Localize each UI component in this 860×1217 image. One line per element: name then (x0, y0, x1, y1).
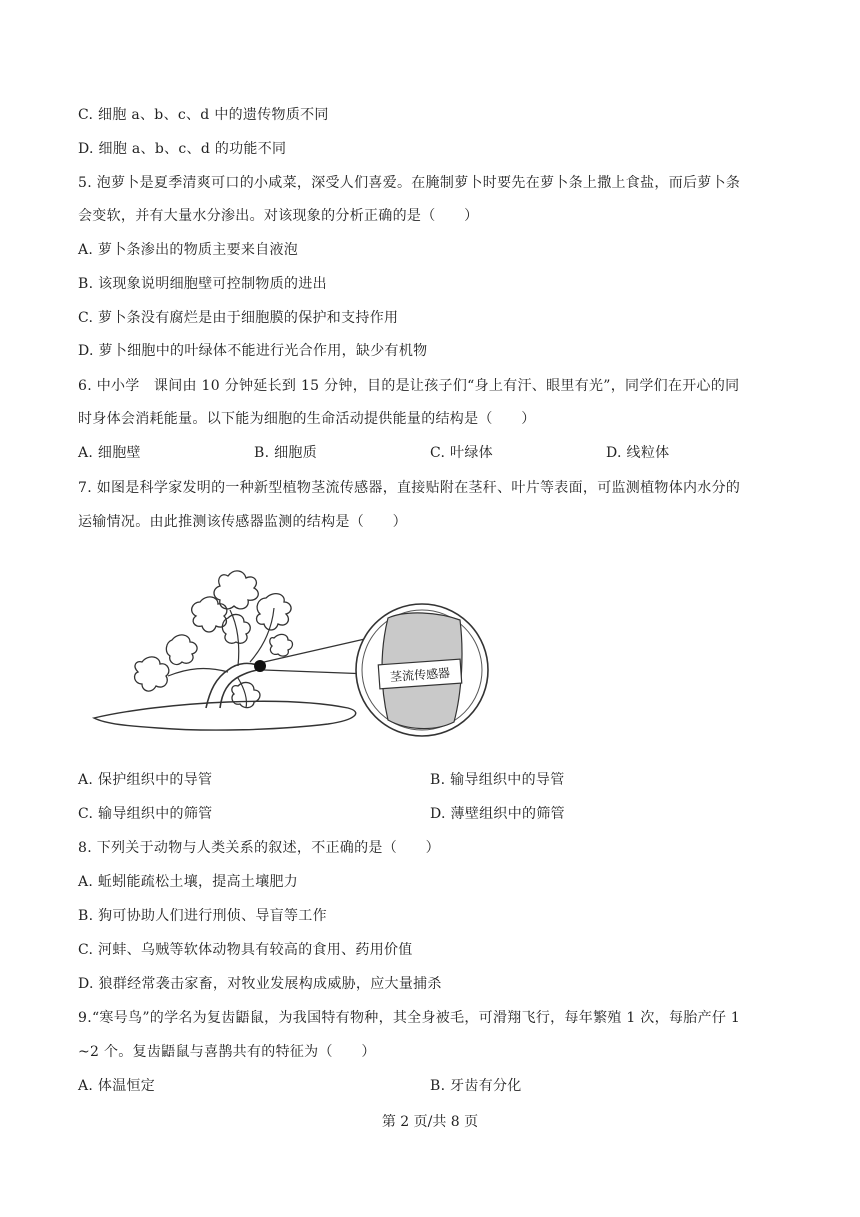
q5-option-a: A. 萝卜条渗出的物质主要来自液泡 (78, 242, 299, 258)
q8-option-d: D. 狼群经常袭击家畜，对牧业发展构成威胁，应大量捕杀 (78, 976, 442, 992)
q5-option-b: B. 该现象说明细胞壁可控制物质的进出 (78, 276, 327, 292)
plant-sensor-figure (88, 562, 508, 742)
q6-stem-line1: 6. 中小学 课间由 10 分钟延长到 15 分钟，目的是让孩子们“身上有汗、眼里有光”，同学们在开心的同 (78, 378, 740, 394)
plant-branch-right (250, 608, 274, 662)
q7-option-d: D. 薄壁组织中的筛管 (430, 806, 565, 822)
connector-line-bottom (264, 670, 370, 674)
leaf-left-lower (135, 657, 169, 691)
q6-stem-line2: 时身体会消耗能量。以下能为细胞的生命活动提供能量的结构是（ ） (78, 411, 536, 427)
q6-option-d: D. 线粒体 (606, 445, 670, 461)
q5-stem-line2: 会变软，并有大量水分渗出。对该现象的分析正确的是（ ） (78, 208, 479, 224)
q6-options-row (78, 443, 778, 463)
q8-option-a: A. 蚯蚓能疏松土壤，提高土壤肥力 (78, 874, 299, 890)
q9-stem-line1: 9.“寒号鸟”的学名为复齿鼯鼠，为我国特有物种，其全身被毛，可滑翔飞行，每年繁殖 1 次，每胎产仔 1 (78, 1010, 741, 1026)
q7-option-a: A. 保护组织中的导管 (78, 772, 213, 788)
leaf-right-mid (270, 634, 293, 656)
q8-option-c: C. 河蚌、乌贼等软体动物具有较高的食用、药用价值 (78, 942, 413, 958)
q7-option-b: B. 输导组织中的导管 (430, 772, 565, 788)
q9-option-b: B. 牙齿有分化 (430, 1078, 522, 1094)
sensor-label: 茎流传感器 (389, 665, 451, 685)
q7-option-c: C. 输导组织中的筛管 (78, 806, 213, 822)
q8-stem: 8. 下列关于动物与人类关系的叙述，不正确的是（ ） (78, 840, 440, 856)
plant-sensor-illustration (88, 562, 508, 742)
leaf-left-mid (166, 635, 197, 665)
q5-option-c: C. 萝卜条没有腐烂是由于细胞膜的保护和支持作用 (78, 310, 399, 326)
q4-option-c: C. 细胞 a、b、c、d 中的遗传物质不同 (78, 107, 329, 123)
q7-stem-line2: 运输情况。由此推测该传感器监测的结构是（ ） (78, 514, 407, 530)
q7-stem-line1: 7. 如图是科学家发明的一种新型植物茎流传感器，直接贴附在茎秆、叶片等表面，可监测植物体内水分的 (78, 480, 741, 496)
q5-option-d: D. 萝卜细胞中的叶绿体不能进行光合作用，缺少有机物 (78, 343, 428, 359)
q9-stem-line2: ~2 个。复齿鼯鼠与喜鹊共有的特征为（ ） (78, 1044, 376, 1060)
page-number-footer: 第 2 页/共 8 页 (381, 1114, 479, 1130)
q5-stem-line1: 5. 泡萝卜是夏季清爽可口的小咸菜，深受人们喜爱。在腌制萝卜时要先在萝卜条上撒上食盐，而后萝卜条 (78, 175, 741, 191)
q6-option-b: B. 细胞质 (254, 445, 317, 461)
q6-option-c: C. 叶绿体 (430, 445, 493, 461)
plant-branch-left (168, 669, 228, 676)
plant-branch-up (230, 610, 239, 666)
q6-option-a: A. 细胞壁 (78, 445, 141, 461)
q4-option-d: D. 细胞 a、b、c、d 的功能不同 (78, 141, 287, 157)
q8-option-b: B. 狗可协助人们进行刑侦、导盲等工作 (78, 908, 327, 924)
leaf-left-upper (192, 597, 227, 632)
q9-option-a: A. 体温恒定 (78, 1078, 156, 1094)
ground-outline (94, 701, 356, 730)
